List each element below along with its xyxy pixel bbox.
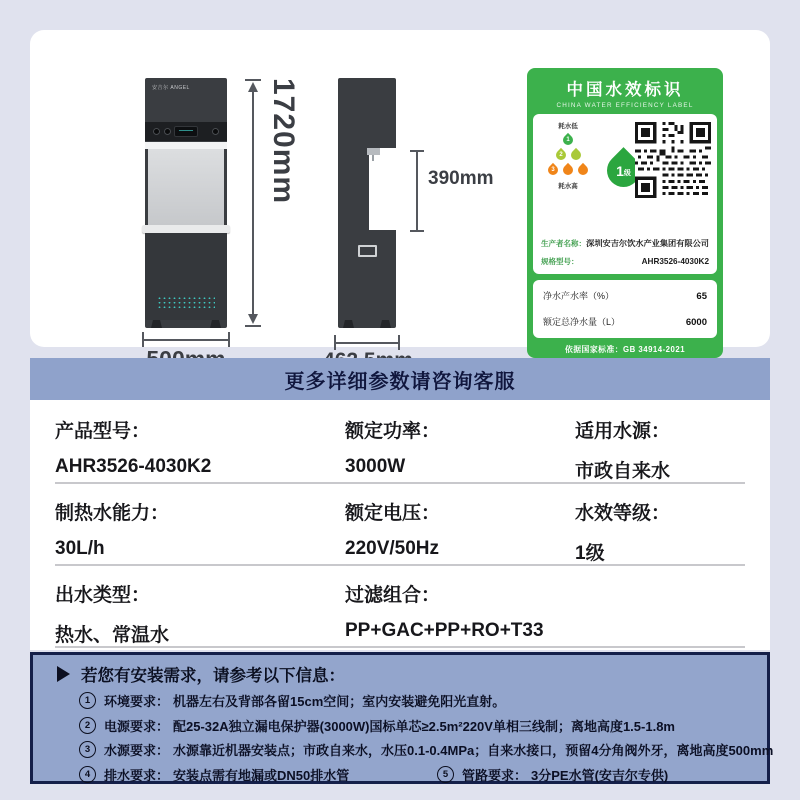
circled-number-icon: 2 (79, 717, 96, 734)
spec-cell: 额定电压： 220V/50Hz (345, 503, 441, 559)
install-title-row (57, 662, 767, 686)
hot-water-button-icon (153, 128, 160, 135)
circled-number-icon: 4 (79, 766, 96, 783)
install-title: 若您有安装需求，请参考以下信息： (81, 667, 345, 685)
control-panel (145, 122, 227, 141)
section-header: 更多详细参数请咨询客服 (30, 358, 770, 400)
metric-row: 净水产水率（%） 65 (543, 291, 707, 302)
label-standard: 依据国家标准：GB 34914-2021 (564, 345, 686, 354)
grade-badge-drop-icon: 1 级 (600, 147, 647, 194)
label-title: 中国水效标识 (566, 81, 684, 99)
producer-row: 生产者名称： 深圳安吉尔饮水产业集团有限公司 (541, 239, 709, 248)
vent-dots (157, 296, 215, 309)
circled-number-icon: 1 (79, 692, 96, 709)
water-efficiency-label (527, 68, 723, 358)
grade-3-drop-icon: 3 (546, 163, 560, 177)
install-notes-panel (30, 652, 774, 784)
install-item: 4 排水要求： 安装点需有地漏或DN50排水管 (79, 765, 437, 784)
label-metrics-panel (533, 280, 717, 338)
table-row (55, 566, 745, 648)
install-item: 5 管路要求： 3分PE水管(安吉尔专供) (437, 765, 668, 784)
spec-cell: 制热水能力： 30L/h (55, 503, 170, 559)
brand-logo: 安吉尔 ANGEL (152, 85, 190, 91)
table-row (55, 402, 745, 484)
table-row (55, 484, 745, 566)
install-items (79, 691, 774, 789)
cold-water-button-icon (164, 128, 171, 135)
side-spout-icon (367, 148, 380, 155)
dispenser-front-view (145, 78, 227, 328)
grade-3-drop-icon (576, 163, 590, 177)
clearance-dimension: 390mm (428, 168, 494, 189)
circled-number-icon: 3 (79, 741, 96, 758)
model-row: 规格型号： AHR3526-4030K2 (541, 257, 709, 266)
label-grade-panel (533, 114, 717, 274)
dispense-niche (148, 149, 224, 225)
spec-cell: 额定功率： 3000W (345, 421, 441, 477)
install-item: 3 水源要求： 水源靠近机器安装点；市政自来水，水压0.1-0.4MPa；自来水接口，预留4分角阀外牙，离地高度500mm (79, 740, 767, 759)
scale-high-label: 耗水高 (558, 183, 578, 190)
grade-2-drop-icon: 2 (553, 148, 567, 162)
install-item: 2 电源要求： 配25-32A独立漏电保护器(3000W)国标单芯≥2.5m²220V单相三线制；离地高度1.5-1.8m (79, 716, 767, 735)
grade-3-drop-icon (561, 163, 575, 177)
spec-cell: 出水类型： 热水、常温水 (55, 585, 170, 646)
dispenser-side-view (338, 78, 396, 328)
power-button-icon (212, 128, 219, 135)
mid-divider (142, 225, 230, 233)
spec-cell: 产品型号： AHR3526-4030K2 (55, 421, 212, 477)
spec-table (30, 400, 770, 650)
spec-cell: 水效等级： 1级 (575, 503, 671, 564)
height-dimension: 1720mm (267, 78, 300, 205)
metric-row: 额定总净水量（L） 6000 (543, 317, 707, 328)
install-row-4-5 (79, 765, 767, 790)
spec-cell: 过滤组合： PP+GAC+PP+RO+T33 (345, 585, 544, 641)
install-item: 1 环境要求： 机器左右及背部各留15cm空间；室内安装避免阳光直射。 (79, 691, 767, 710)
clearance-dimension-bracket (408, 150, 426, 232)
dispense-top-bar (145, 142, 227, 149)
product-views-card (30, 30, 770, 354)
grade-scale (537, 121, 599, 190)
height-dimension-arrow (244, 78, 262, 328)
scale-low-label: 耗水低 (558, 123, 578, 130)
play-triangle-icon (57, 666, 70, 682)
spec-cell: 适用水源： 市政自来水 (575, 421, 671, 482)
grade-2-drop-icon (568, 148, 582, 162)
qr-code-icon (635, 122, 711, 198)
side-handle-icon (358, 245, 377, 257)
display-screen (174, 126, 198, 137)
label-fields (541, 231, 709, 267)
grade-1-drop-icon: 1 (561, 133, 575, 147)
circled-number-icon: 5 (437, 766, 454, 783)
label-subtitle: CHINA WATER EFFICIENCY LABEL (556, 102, 694, 109)
